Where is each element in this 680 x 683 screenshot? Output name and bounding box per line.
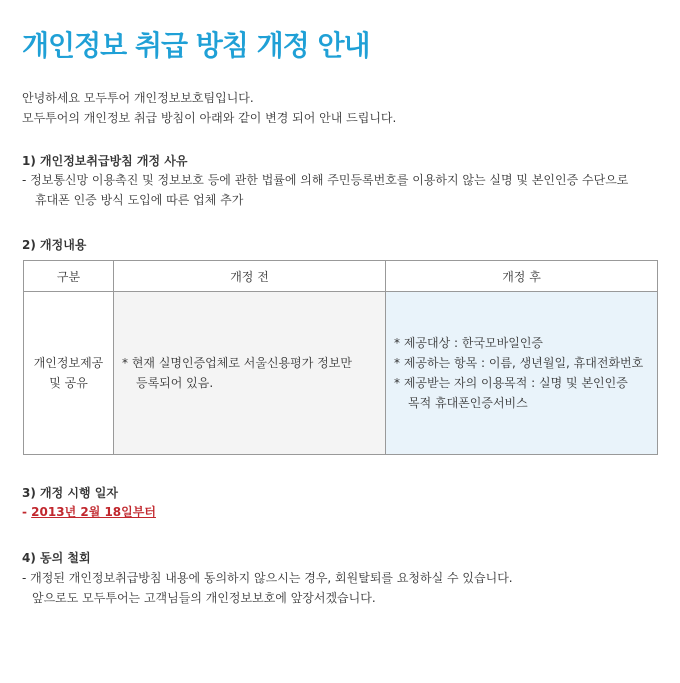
after-line-4: 목적 휴대폰인증서비스 bbox=[408, 396, 528, 410]
revision-table bbox=[23, 260, 658, 455]
section-1-line-1: - 정보통신망 이용촉진 및 정보보호 등에 관한 법률에 의해 주민등록번호를 이용하지 않는 실명 및 본인인증 수단으로 bbox=[22, 173, 629, 187]
header-before: 개정 전 bbox=[114, 261, 386, 292]
before-line-2: 등록되어 있음. bbox=[136, 376, 214, 390]
before-cell bbox=[114, 292, 386, 455]
section-1-heading: 1) 개인정보취급방침 개정 사유 bbox=[22, 154, 188, 168]
section-1-line-2: 휴대폰 인증 방식 도입에 따른 업체 추가 bbox=[35, 193, 244, 207]
date-prefix: - bbox=[22, 505, 32, 519]
category-cell bbox=[24, 292, 114, 455]
after-cell bbox=[386, 292, 658, 455]
after-line-2: * 제공하는 항목 : 이름, 생년월일, 휴대전화번호 bbox=[394, 356, 644, 370]
after-line-3: * 제공받는 자의 이용목적 : 실명 및 본인인증 bbox=[394, 376, 628, 390]
before-line-1: * 현재 실명인증업체로 서울신용평가 정보만 bbox=[122, 356, 352, 370]
table-header-row bbox=[24, 261, 658, 292]
intro-line-2: 모두투어의 개인정보 취급 방침이 아래와 같이 변경 되어 안내 드립니다. bbox=[22, 111, 397, 125]
table-row bbox=[24, 292, 658, 455]
header-category: 구분 bbox=[24, 261, 114, 292]
section-3-heading: 3) 개정 시행 일자 bbox=[22, 486, 118, 500]
page-title: 개인정보 취급 방침 개정 안내 bbox=[22, 29, 370, 62]
date-value: 2013년 2월 18일부터 bbox=[31, 505, 156, 519]
effective-date bbox=[22, 503, 156, 520]
section-4-line-2: 앞으로도 모두투어는 고객님들의 개인정보보호에 앞장서겠습니다. bbox=[32, 591, 376, 605]
category-line-1: 개인정보제공 bbox=[33, 356, 104, 370]
intro-line-1: 안녕하세요 모두투어 개인정보보호팀입니다. bbox=[22, 91, 254, 105]
section-2-heading: 2) 개정내용 bbox=[22, 238, 87, 252]
after-line-1: * 제공대상 : 한국모바일인증 bbox=[394, 336, 543, 350]
intro bbox=[22, 88, 396, 128]
section-4-line-1: - 개정된 개인정보취급방침 내용에 동의하지 않으시는 경우, 회원탈퇴를 요청하실 수 있습니다. bbox=[22, 571, 513, 585]
header-after: 개정 후 bbox=[386, 261, 658, 292]
section-4-body bbox=[22, 568, 513, 608]
section-1-body bbox=[22, 170, 628, 210]
section-4-heading: 4) 동의 철회 bbox=[22, 551, 91, 565]
category-line-2: 및 공유 bbox=[49, 376, 88, 390]
